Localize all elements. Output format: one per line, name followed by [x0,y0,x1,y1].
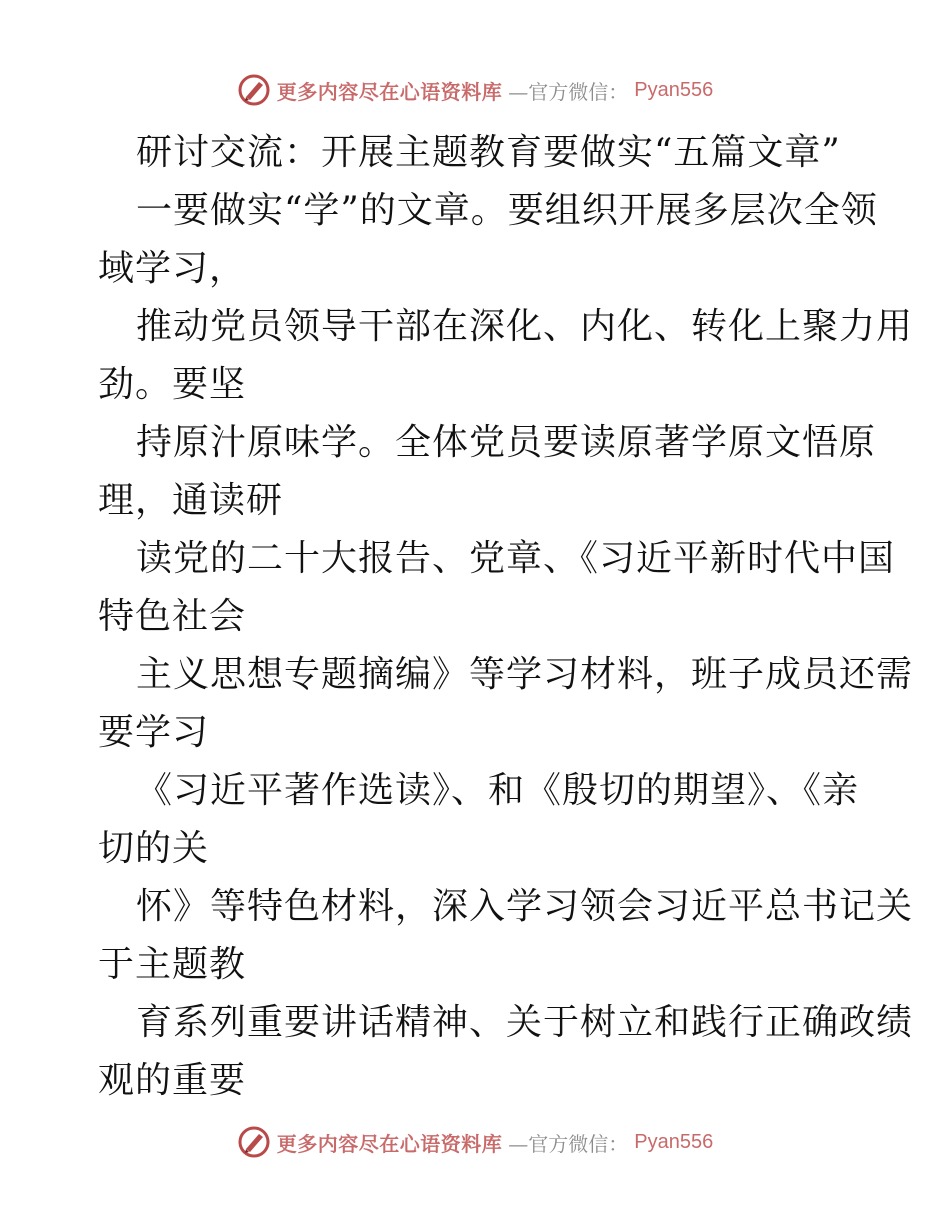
text-line: 观的重要 [98,1060,247,1101]
text-line: 育系列重要讲话精神、关于树立和践行正确政绩 [136,1002,914,1043]
watermark-main-text: 更多内容尽在心语资料库 [276,1131,503,1156]
text-line: 主义思想专题摘编》等学习材料，班子成员还需 [136,654,914,695]
red-pen-circle-logo-icon [237,1125,271,1159]
header-watermark [0,70,950,110]
watermark-main-text: 更多内容尽在心语资料库 [276,79,503,104]
text-line: 怀》等特色材料，深入学习领会习近平总书记关 [136,886,914,927]
text-line: 推动党员领导干部在深化、内化、转化上聚力用 [136,306,914,347]
text-line: 特色社会 [98,596,247,637]
footer-watermark [0,1122,950,1162]
text-line: 持原汁原味学。全体党员要读原著学原文悟原 [136,422,877,463]
document-title: 研讨交流：开展主题教育要做实“五篇文章” [136,132,841,173]
text-line: 切的关 [98,828,210,869]
watermark-account: Pyan556 [634,1130,714,1153]
red-pen-circle-logo-icon [237,73,271,107]
watermark-account: Pyan556 [634,78,714,101]
watermark-separator: —官方微信： [508,79,629,104]
document-body [98,124,914,1110]
text-line: 一要做实“学”的文章。要组织开展多层次全领 [136,190,878,231]
text-line: 读党的二十大报告、党章、《习近平新时代中国 [136,538,896,579]
text-line: 要学习 [98,712,210,753]
watermark-separator: —官方微信： [508,1131,629,1156]
text-line: 劲。要坚 [98,364,247,405]
text-line: 《习近平著作选读》、和《殷切的期望》、《亲 [136,770,860,811]
text-line: 于主题教 [98,944,247,985]
text-line: 域学习， [98,248,247,289]
text-line: 理，通读研 [98,480,284,521]
